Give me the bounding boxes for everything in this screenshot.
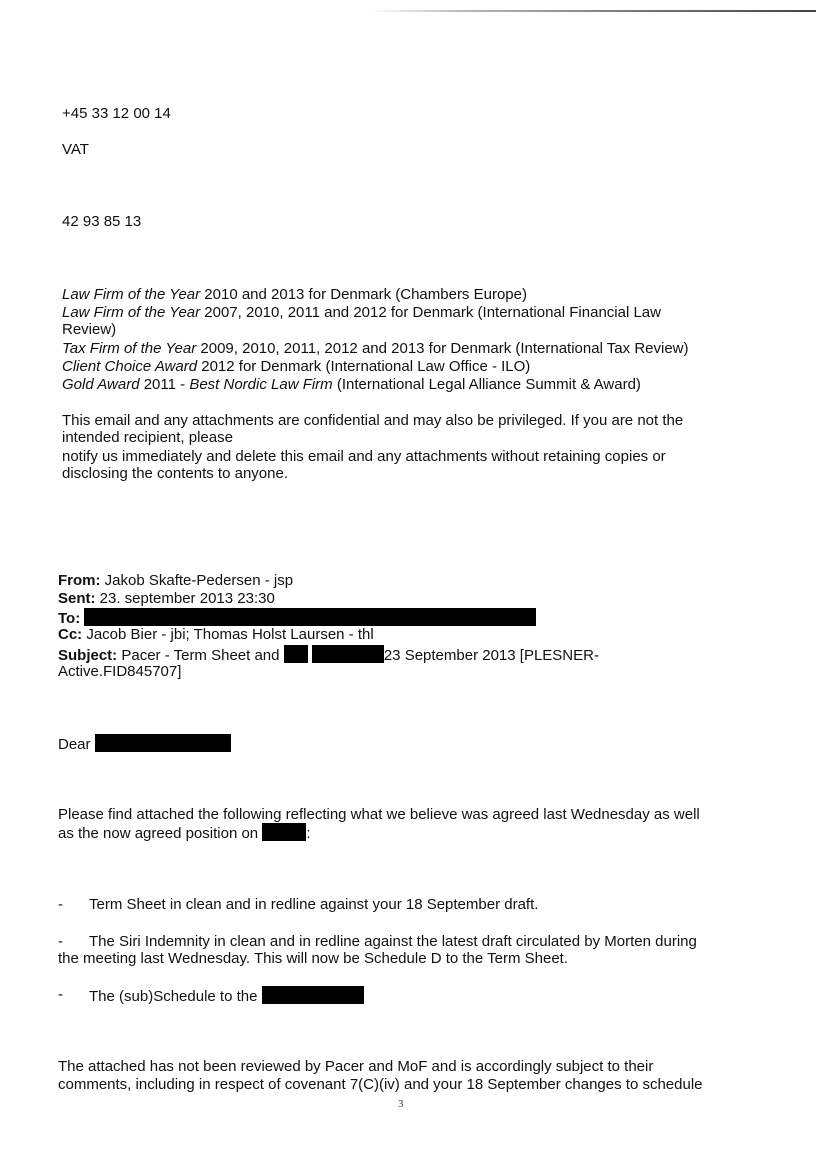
bullet-text: The (sub)Schedule to the	[89, 986, 364, 1006]
to-line: To:	[58, 608, 536, 628]
bullet-text: The Siri Indemnity in clean and in redline against the latest draft circulated by Morten during	[89, 933, 697, 950]
bullet-item: -	[58, 896, 63, 913]
closing-paragraph-cont: comments, including in respect of covenant 7(C)(iv) and your 18 September changes to schedule	[58, 1076, 703, 1093]
vat-number: 42 93 85 13	[62, 213, 142, 230]
scan-artifact	[370, 10, 816, 12]
award-line: Review)	[62, 321, 117, 338]
disclaimer-line: notify us immediately and delete this email and any attachments without retaining copies or	[62, 448, 666, 465]
intro-paragraph: Please find attached the following reflecting what we believe was agreed last Wednesday as well	[58, 806, 700, 823]
greeting: Dear	[58, 734, 231, 754]
award-line: Law Firm of the Year 2007, 2010, 2011 and 2012 for Denmark (International Financial Law	[62, 304, 661, 321]
award-line: Law Firm of the Year 2010 and 2013 for Denmark (Chambers Europe)	[62, 286, 527, 303]
disclaimer-line: This email and any attachments are confidential and may also be privileged. If you are not the	[62, 412, 684, 429]
vat-label: VAT	[62, 141, 89, 158]
disclaimer-line: disclosing the contents to anyone.	[62, 465, 288, 482]
redaction-box	[95, 734, 231, 752]
from-line: From: Jakob Skafte-Pedersen - jsp	[58, 572, 294, 589]
award-line: Tax Firm of the Year 2009, 2010, 2011, 2012 and 2013 for Denmark (International Tax Review)	[62, 340, 689, 357]
subject-continuation: Active.FID845707]	[58, 663, 182, 680]
redaction-box	[284, 645, 308, 663]
bullet-text-cont: the meeting last Wednesday. This will now be Schedule D to the Term Sheet.	[58, 950, 568, 967]
disclaimer-line: intended recipient, please	[62, 429, 233, 446]
subject-line: Subject: Pacer - Term Sheet and 23 September 2013 [PLESNER-	[58, 647, 599, 664]
intro-paragraph-cont: as the now agreed position on :	[58, 825, 311, 842]
award-line: Client Choice Award 2012 for Denmark (International Law Office - ILO)	[62, 358, 531, 375]
redaction-box	[262, 823, 306, 841]
bullet-text: Term Sheet in clean and in redline against your 18 September draft.	[89, 896, 539, 913]
award-line: Gold Award 2011 - Best Nordic Law Firm (International Legal Alliance Summit & Award)	[62, 376, 641, 393]
closing-paragraph: The attached has not been reviewed by Pacer and MoF and is accordingly subject to their	[58, 1058, 654, 1075]
bullet-item: -	[58, 986, 63, 1003]
phone-number: +45 33 12 00 14	[62, 105, 171, 122]
bullet-item: -	[58, 933, 63, 950]
redaction-box	[262, 986, 364, 1004]
page-number: 3	[398, 1098, 404, 1110]
redaction-box	[312, 645, 384, 663]
cc-line: Cc: Jacob Bier - jbi; Thomas Holst Laursen - thl	[58, 626, 374, 643]
redaction-box	[84, 608, 536, 626]
sent-line: Sent: 23. september 2013 23:30	[58, 590, 275, 607]
